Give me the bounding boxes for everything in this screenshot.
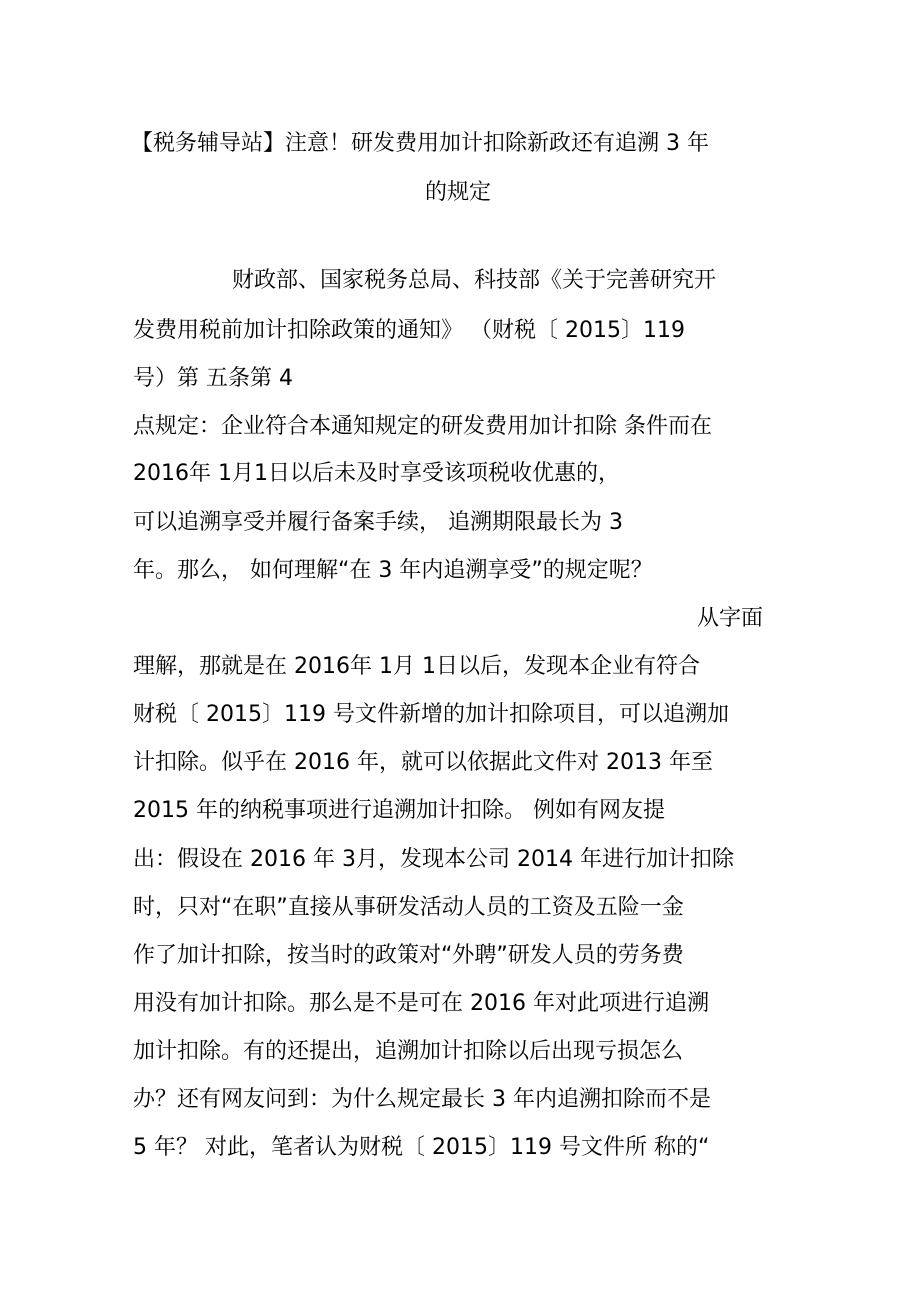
paragraph-line: 可以追溯享受并履行备案手续， 追溯期限最长为 3 [133, 510, 623, 535]
paragraph-line: 2015 年的纳税事项进行追溯加计扣除。 例如有网友提 [133, 798, 665, 823]
paragraph-line: 作了加计扣除，按当时的政策对“外聘”研发人员的劳务费 [133, 943, 684, 968]
paragraph-line: 号）第 五条第 4 [133, 366, 293, 391]
paragraph-line: 加计扣除。有的还提出，追溯加计扣除以后出现亏损怎么 [133, 1039, 684, 1064]
paragraph-line: 5 年？ 对此，笔者认为财税〔 2015〕119 号文件所 称的“ [133, 1135, 710, 1160]
paragraph-line: 2016年 1月1日以后未及时享受该项税收优惠的， [133, 461, 620, 486]
paragraph-line: 办？还有网友问到：为什么规定最长 3 年内追溯扣除而不是 [133, 1087, 711, 1112]
paragraph-line: 用没有加计扣除。那么是不是可在 2016 年对此项进行追溯 [133, 991, 709, 1016]
paragraph-line: 计扣除。似乎在 2016 年，就可以依据此文件对 2013 年至 [133, 750, 713, 775]
document-title-line-2: 的规定 [425, 180, 492, 205]
paragraph-line: 财政部、国家税务总局、科技部《关于完善研究开 [232, 268, 717, 293]
paragraph-line: 年。那么， 如何理解“在 3 年内追溯享受”的规定呢？ [133, 558, 653, 583]
paragraph-line: 点规定：企业符合本通知规定的研发费用加计扣除 条件而在 [133, 414, 712, 439]
paragraph-line: 财税〔 2015〕119 号文件新增的加计扣除项目，可以追溯加 [133, 702, 729, 727]
paragraph-line: 理解，那就是在 2016年 1月 1日以后，发现本企业有符合 [133, 654, 700, 679]
paragraph-line: 从字面 [697, 606, 764, 631]
paragraph-line: 出：假设在 2016 年 3月，发现本公司 2014 年进行加计扣除 [133, 847, 734, 872]
document-title-line-1: 【税务辅导站】注意！研发费用加计扣除新政还有追溯 3 年 [131, 131, 709, 156]
paragraph-line: 发费用税前加计扣除政策的通知》 （财税〔 2015〕119 [133, 318, 685, 343]
paragraph-line: 时，只对“在职”直接从事研发活动人员的工资及五险一金 [133, 895, 684, 920]
